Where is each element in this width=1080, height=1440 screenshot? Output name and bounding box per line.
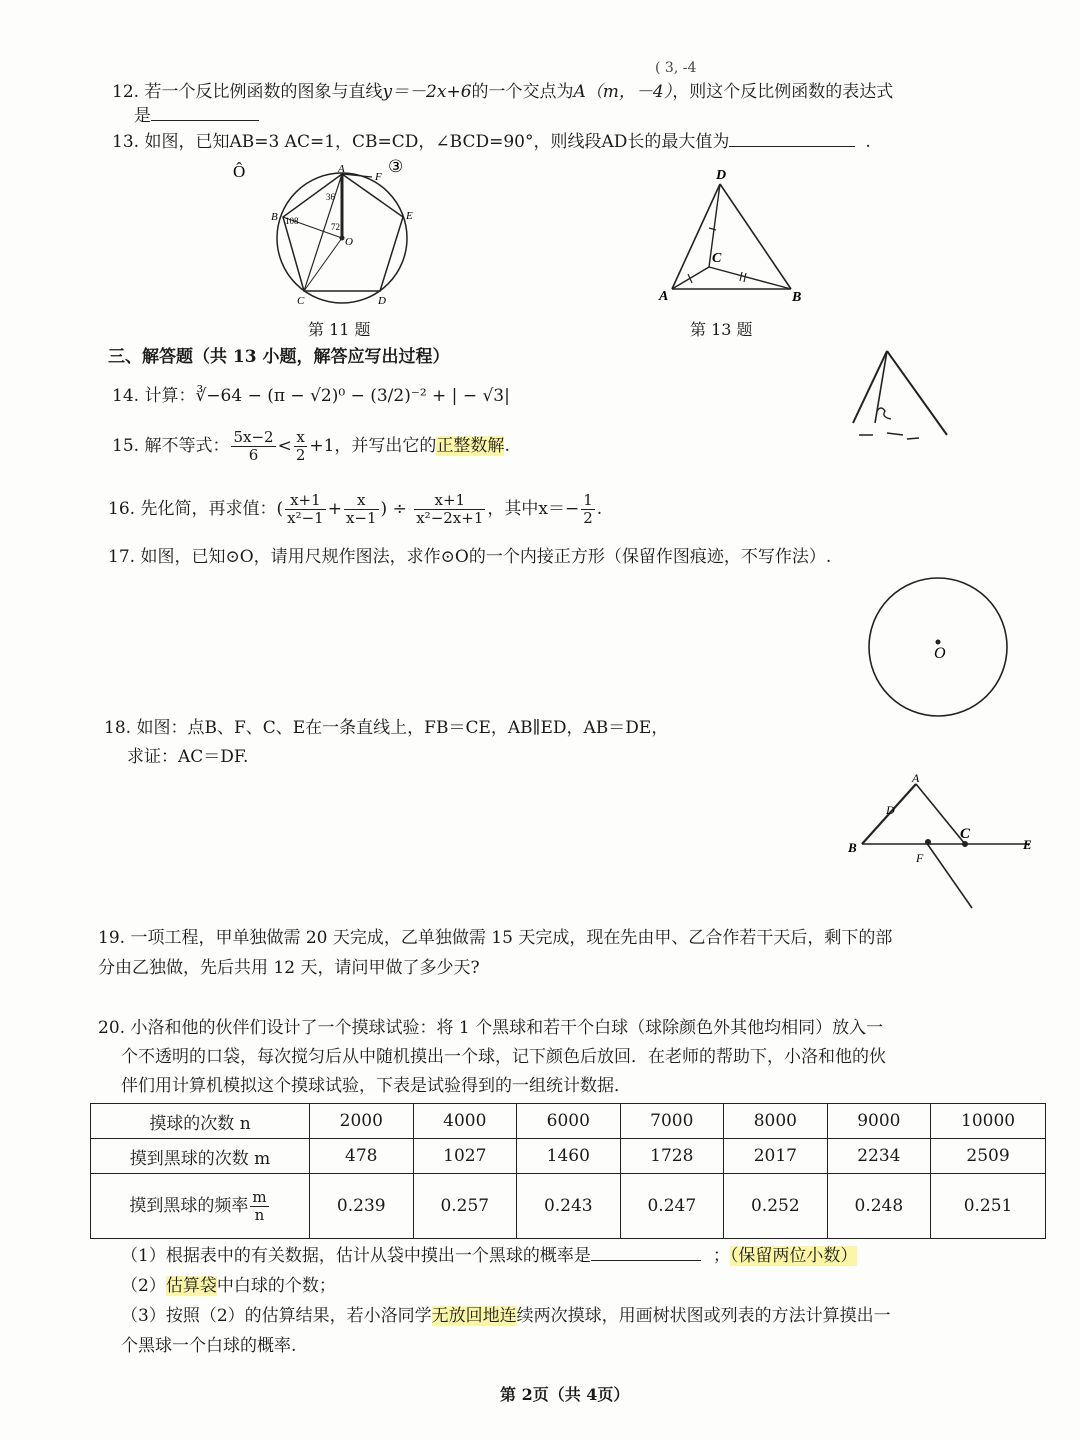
q14-expression: ∛−64 − (π − √2)⁰ − (3/2)⁻² + | − √3| <box>195 386 510 406</box>
table-cell: 1027 <box>413 1139 517 1174</box>
q14-number: 14. <box>112 386 140 406</box>
q12-equation: y＝－2x+6 <box>382 82 472 102</box>
q14-label: 计算： <box>144 386 196 406</box>
fig13-tick-CB-1 <box>740 272 742 281</box>
q17-number: 17. <box>108 547 136 567</box>
fig11-label-E: E <box>406 210 413 222</box>
table-row-frequency <box>91 1174 1046 1239</box>
q20-part1-text: （1）根据表中的有关数据，估计从袋中摸出一个黑球的概率是 <box>121 1246 591 1266</box>
q16-value-num: 1 <box>583 491 593 509</box>
q15-tail: +1，并写出它的 <box>309 436 437 456</box>
table-cell: 4000 <box>413 1104 517 1139</box>
table-cell: 2000 <box>310 1104 414 1139</box>
fig11-label-C: C <box>297 295 305 307</box>
question-13 <box>112 130 871 154</box>
fig11-label-O: O <box>345 236 353 248</box>
q12-text-a: 若一个反比例函数的图象与直线 <box>144 82 383 102</box>
q17-center-point <box>936 640 941 645</box>
q15-fraction-right <box>294 429 308 464</box>
fig11-label-F: F <box>375 171 382 183</box>
q17-text: 如图，已知⊙O，请用尺规作图法，求作⊙O的一个内接正方形（保留作图痕迹，不写作法）. <box>140 547 832 567</box>
q16-fraction-3 <box>414 492 485 527</box>
fig11-chord-AC <box>304 174 342 291</box>
q15-label: 解不等式： <box>144 436 230 456</box>
table-cell: 7000 <box>620 1104 724 1139</box>
q16-f1-num: x+1 <box>285 492 326 510</box>
q16-number: 16. <box>108 499 136 519</box>
fig13-label-B: B <box>792 290 802 305</box>
q19-line1: 一项工程，甲单独做需 20 天完成，乙单独做需 15 天完成，现在先由甲、乙合作若干天后，剩下的部 <box>130 928 893 948</box>
fig11-center-O <box>340 236 345 241</box>
fig11-label-A: A <box>338 163 345 175</box>
frequency-num: m <box>252 1187 267 1206</box>
q20-part3 <box>121 1304 891 1328</box>
fig11-mark-right: ③ <box>388 157 404 176</box>
frequency-label: 摸到黑球的频率 <box>129 1195 249 1216</box>
question-19 <box>98 926 892 950</box>
fig11-angle-108: 108 <box>285 216 299 226</box>
table-cell: 0.247 <box>620 1174 724 1239</box>
fig11-label-B: B <box>271 211 278 223</box>
table-header-frequency <box>91 1174 310 1239</box>
fig11-caption: 第 11 题 <box>308 320 371 339</box>
table-cell: 0.252 <box>724 1174 828 1239</box>
q13-answer-blank[interactable] <box>729 130 855 147</box>
q16-divide: ÷ <box>392 499 407 519</box>
q20-part2-text: 中白球的个数； <box>216 1276 336 1296</box>
q12-answer-blank[interactable] <box>151 104 259 121</box>
q16-tail: ，其中x＝− <box>487 499 580 519</box>
table-header-n: 摸球的次数 n <box>91 1104 310 1139</box>
q16-f1-den: x²−1 <box>287 509 324 527</box>
q16-fraction-2 <box>344 492 379 527</box>
question-12 <box>112 80 893 104</box>
fig18-label-E: E <box>1023 837 1032 852</box>
fig18-label-C: C <box>960 826 971 842</box>
fig11-segment-CO <box>304 238 342 291</box>
table-cell: 0.257 <box>413 1174 517 1239</box>
q15-fraction-left <box>231 429 275 464</box>
table-cell: 478 <box>310 1139 414 1174</box>
fig18-point-F <box>925 839 931 845</box>
fig18-label-D: D <box>886 803 895 817</box>
q12-text-c: ，则这个反比例函数的表达式 <box>672 82 894 102</box>
q20-part3-highlight: 无放回地连 <box>431 1306 517 1326</box>
table-header-m: 摸到黑球的次数 m <box>91 1139 310 1174</box>
fig11-mark-left: Ô <box>233 162 246 181</box>
fig13-label-A: A <box>659 289 669 304</box>
figure-13 <box>650 162 810 312</box>
q20-line3: 伴们用计算机模拟这个摸球试验，下表是试验得到的一组统计数据． <box>121 1076 631 1096</box>
table-cell: 0.239 <box>310 1174 414 1239</box>
question-12-line2 <box>134 104 259 128</box>
q18-number: 18. <box>104 718 132 738</box>
q18-proof-line: 求证：AC＝DF. <box>127 747 249 767</box>
table-cell: 2017 <box>724 1139 828 1174</box>
q16-f2-num: x <box>344 492 379 510</box>
table-cell: 0.243 <box>517 1174 621 1239</box>
q15-end: . <box>504 436 510 456</box>
q16-plus: + <box>327 499 342 519</box>
figure-18 <box>840 772 1050 917</box>
q20-part3-prefix: （3）按照（2）的估算结果，若小洛同学 <box>121 1306 432 1326</box>
q17-label-O: O <box>934 645 946 662</box>
question-18 <box>104 716 668 740</box>
table-cell: 1460 <box>517 1139 621 1174</box>
section-3-heading: 三、解答题（共 13 小题，解答应写出过程） <box>108 347 450 367</box>
fig18-segment-AC <box>916 784 965 844</box>
fig13-tick-CD <box>709 228 716 230</box>
q16-f3-den: x²−2x+1 <box>416 509 484 527</box>
fig11-label-D: D <box>378 295 386 307</box>
fig18-label-F: F <box>916 851 924 865</box>
fig13-label-C: C <box>712 251 722 266</box>
q16-value-den: 2 <box>583 509 593 527</box>
q16-label: 先化简，再求值： <box>140 499 277 519</box>
q20-part3-line2: 个黑球一个白球的概率. <box>121 1336 297 1356</box>
table-cell: 6000 <box>517 1104 621 1139</box>
figure-11 <box>225 155 440 315</box>
q15-highlight: 正整数解 <box>436 436 505 456</box>
table-cell: 2234 <box>827 1139 931 1174</box>
q20-part1-highlight: （保留两位小数） <box>729 1246 858 1266</box>
q20-line2: 个不透明的口袋，每次搅匀后从中随机摸出一个球，记下颜色后放回．在老师的帮助下，小洛和他的伙 <box>121 1047 886 1067</box>
q12-point: A（m，－4） <box>573 82 673 102</box>
q12-number: 12. <box>112 82 140 102</box>
q20-part2-prefix: （2） <box>121 1276 166 1296</box>
q16-end: . <box>596 499 603 519</box>
top-handwritten-marks: ( 3, -4 <box>655 60 697 76</box>
q13-number: 13. <box>112 132 140 152</box>
frequency-fraction <box>250 1189 268 1224</box>
table-row-n <box>91 1104 1046 1139</box>
fig18-label-B: B <box>848 840 857 855</box>
q20-number: 20. <box>98 1018 126 1038</box>
q16-f3-num: x+1 <box>414 492 485 510</box>
q15-frac2-den: 2 <box>295 446 306 464</box>
q15-frac2-num: x <box>294 429 308 447</box>
q16-value-fraction <box>581 492 595 527</box>
question-20 <box>98 1016 883 1040</box>
q12-text-d: 是 <box>134 106 151 126</box>
q20-part2-highlight: 估算袋 <box>165 1276 217 1296</box>
q17-circle-figure <box>860 572 1020 722</box>
q20-data-table <box>90 1103 1046 1239</box>
table-cell: 1728 <box>620 1139 724 1174</box>
table-cell: 9000 <box>827 1104 931 1139</box>
question-15 <box>112 428 510 464</box>
table-cell: 8000 <box>724 1104 828 1139</box>
q15-less-than: < <box>277 436 292 456</box>
question-16: 16. 先化简，再求值：( $\frac{x+1}{\text{x²−1}}$ + $\frac{x}{x-1}$ ) ÷ $\frac{x+1}{\text{x²−2x+1}}$ ，其中x＝− $\frac{1}{2}$ . <box>108 491 603 527</box>
q20-line1: 小洛和他的伙伴们设计了一个摸球试验：将 1 个黑球和若干个白球（球除颜色外其他均相同）放入一 <box>130 1018 884 1038</box>
fig11-angle-72: 72 <box>331 222 340 232</box>
table-row-m <box>91 1139 1046 1174</box>
q20-part1-blank[interactable] <box>591 1244 701 1261</box>
fig18-segment-FD <box>926 842 972 908</box>
fig13-caption: 第 13 题 <box>690 320 753 339</box>
q16-f2-den: x−1 <box>345 509 377 527</box>
fig18-label-A: A <box>912 772 920 785</box>
q20-part1 <box>121 1244 857 1268</box>
table-cell: 10000 <box>931 1104 1046 1139</box>
table-cell: 0.251 <box>931 1174 1046 1239</box>
frequency-den: n <box>254 1205 265 1224</box>
q20-part3-text: 续两次摸球，用画树状图或列表的方法计算摸出一 <box>516 1306 891 1326</box>
q20-part2 <box>121 1274 336 1298</box>
q16-fraction-1 <box>285 492 326 527</box>
fig13-label-D: D <box>716 168 727 183</box>
side-sketch-triangle <box>845 345 955 445</box>
q15-frac-den: 6 <box>248 446 259 464</box>
q15-frac-num: 5x−2 <box>233 428 274 446</box>
fig11-angle-36: 36 <box>326 192 335 202</box>
question-14 <box>112 384 510 408</box>
page-footer: 第 2页（共 4页） <box>500 1385 630 1404</box>
q20-part1-tail: ； <box>712 1246 730 1266</box>
table-cell: 0.248 <box>827 1174 931 1239</box>
q19-line2: 分由乙独做，先后共用 12 天，请问甲做了多少天? <box>98 958 480 978</box>
q18-text: 如图：点B、F、C、E在一条直线上，FB＝CE，AB∥ED，AB＝DE， <box>136 718 669 738</box>
q13-text: 如图，已知AB=3 AC=1，CB=CD，∠BCD=90°，则线段AD长的最大值为 <box>144 132 730 152</box>
q19-number: 19. <box>98 928 126 948</box>
question-17 <box>108 545 831 569</box>
q15-number: 15. <box>112 436 140 456</box>
table-cell: 2509 <box>931 1139 1046 1174</box>
q13-end: . <box>865 132 871 152</box>
q12-text-b: 的一个交点为 <box>471 82 574 102</box>
